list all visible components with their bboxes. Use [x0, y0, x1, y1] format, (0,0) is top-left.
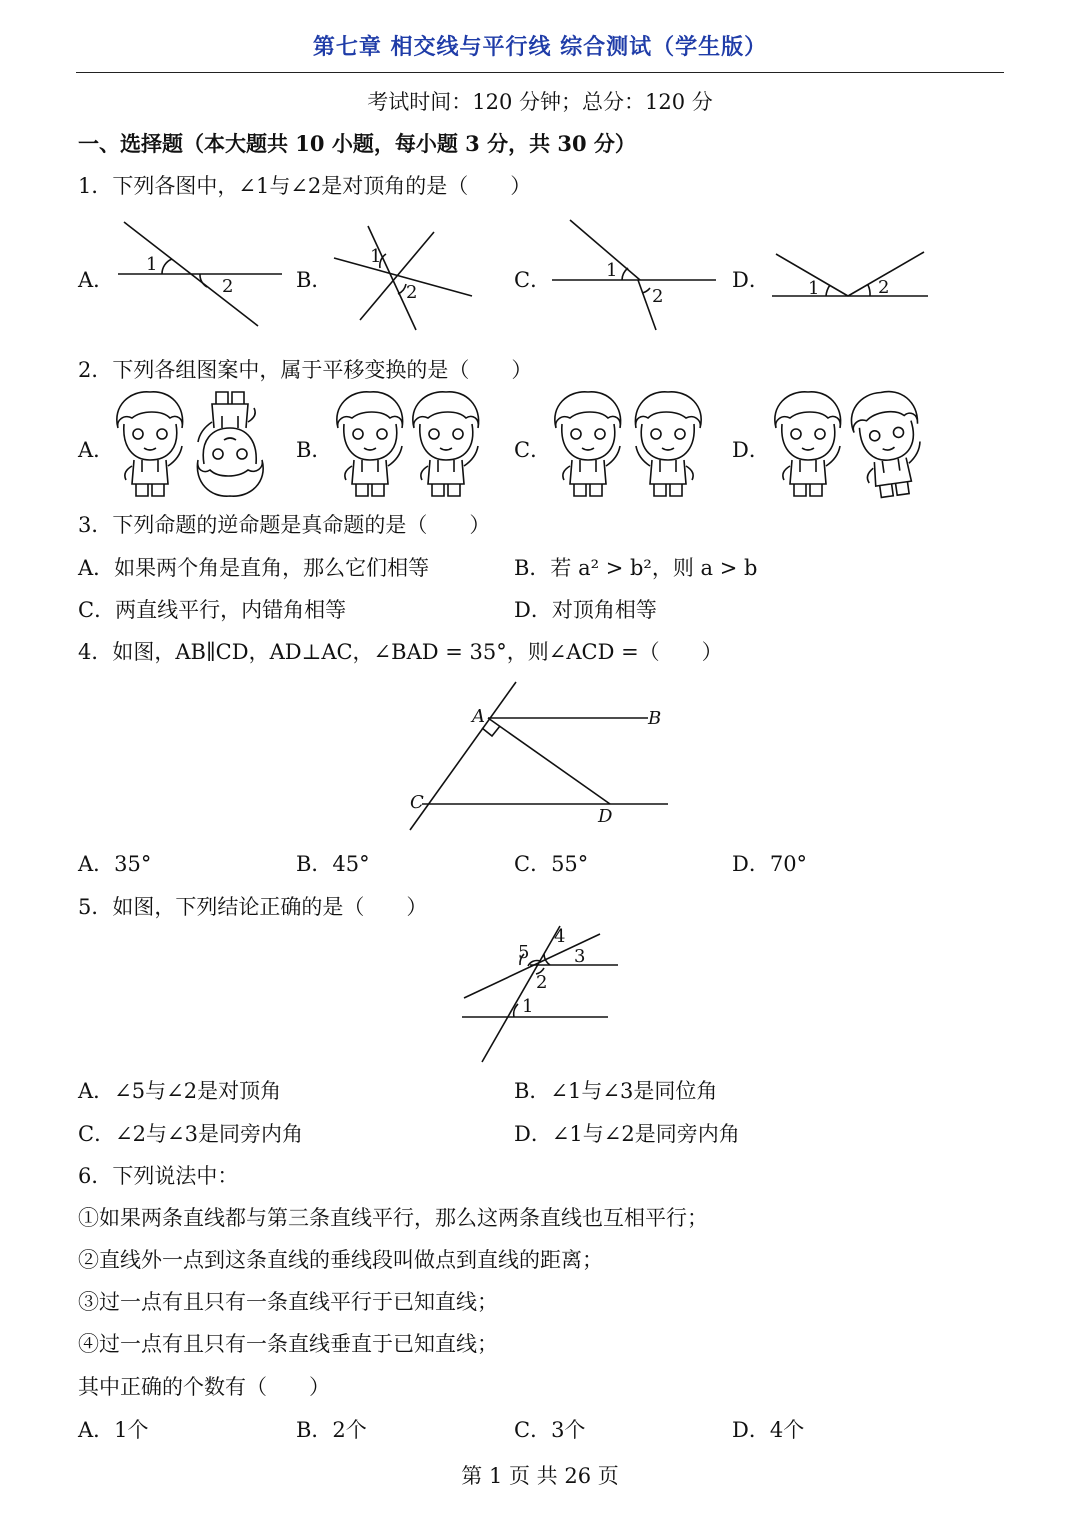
page-title: 第七章 相交线与平行线 综合测试（学生版）: [312, 34, 768, 60]
q1a-angle-2-label: 2: [222, 276, 234, 297]
q5-option-b: B．∠1与∠3是同位角: [514, 1079, 718, 1103]
q2-option-c: C．: [514, 438, 552, 462]
q1b-angle-2-label: 2: [406, 282, 418, 303]
q1-option-d: D．: [732, 268, 770, 292]
header-divider: [76, 72, 1004, 73]
q3-option-d: D．对顶角相等: [514, 598, 657, 622]
q4-point-a: A: [472, 706, 485, 727]
q6-option-a: A．1个: [78, 1418, 149, 1442]
q6-option-b: B．2个: [296, 1418, 367, 1442]
q4-point-d: D: [598, 806, 613, 827]
q6-statement-1: ①如果两条直线都与第三条直线平行，那么这两条直线也互相平行；: [78, 1206, 708, 1230]
question-5-stem: 5．如图，下列结论正确的是（ ）: [78, 895, 428, 919]
q3-option-b: B．若 a² > b²，则 a > b: [514, 556, 758, 580]
q5-angle-2-label: 2: [536, 972, 548, 993]
q6-option-d: D．4个: [732, 1418, 805, 1442]
q1c-angle-2-label: 2: [652, 286, 664, 307]
q1c-angle-1-label: 1: [606, 260, 618, 281]
q3-option-a: A．如果两个角是直角，那么它们相等: [78, 556, 430, 580]
q4-point-c: C: [410, 792, 424, 813]
q1-option-a: A．: [78, 268, 115, 292]
exam-info: 考试时间：120 分钟；总分：120 分: [367, 90, 713, 114]
q1b-angle-1-label: 1: [370, 246, 382, 267]
q6-statement-3: ③过一点有且只有一条直线平行于已知直线；: [78, 1290, 498, 1314]
q4-option-d: D．70°: [732, 852, 808, 876]
question-3-stem: 3．下列命题的逆命题是真命题的是（ ）: [78, 513, 491, 537]
q3-option-c: C．两直线平行，内错角相等: [78, 598, 347, 622]
q1a-angle-1-label: 1: [146, 254, 158, 275]
q6-statement-2: ②直线外一点到这条直线的垂线段叫做点到直线的距离；: [78, 1248, 603, 1272]
q5-angle-4-label: 4: [554, 926, 566, 947]
q5-angle-3-label: 3: [574, 946, 586, 967]
question-2-stem: 2．下列各组图案中，属于平移变换的是（ ）: [78, 358, 533, 382]
q5-option-d: D．∠1与∠2是同旁内角: [514, 1122, 740, 1146]
q2-option-a: A．: [78, 438, 115, 462]
q4-figure: [400, 676, 680, 836]
question-1-stem: 1．下列各图中，∠1与∠2是对顶角的是（ ）: [78, 174, 532, 198]
q2-option-d: D．: [732, 438, 770, 462]
q2-option-b: B．: [296, 438, 333, 462]
q4-option-b: B．45°: [296, 852, 370, 876]
q1-figure-c: [550, 218, 720, 330]
q2b-figure: [330, 388, 490, 500]
q5-angle-1-label: 1: [522, 996, 534, 1017]
q1-figure-b: [330, 218, 480, 330]
q5-figure: [460, 924, 620, 1064]
q1-option-c: C．: [514, 268, 552, 292]
q1-figure-a: [110, 218, 290, 330]
q1-option-b: B．: [296, 268, 333, 292]
q4-option-c: C．55°: [514, 852, 589, 876]
q1-figure-d: [770, 248, 930, 304]
q1d-angle-1-label: 1: [808, 278, 820, 299]
question-6-stem: 6．下列说法中：: [78, 1164, 239, 1188]
q5-option-c: C．∠2与∠3是同旁内角: [78, 1122, 303, 1146]
q5-angle-5-label: 5: [518, 942, 530, 963]
q2d-figure: [768, 388, 938, 500]
question-4-stem: 4．如图，AB∥CD，AD⊥AC，∠BAD = 35°，则∠ACD =（ ）: [78, 640, 723, 664]
page-number: 第 1 页 共 26 页: [461, 1464, 619, 1488]
q6-ask: 其中正确的个数有（ ）: [78, 1375, 330, 1399]
section-heading: 一、选择题（本大题共 10 小题，每小题 3 分，共 30 分）: [78, 131, 636, 156]
q1d-angle-2-label: 2: [878, 277, 890, 298]
q4-point-b: B: [648, 708, 662, 729]
q2a-figure: [110, 388, 280, 500]
q2c-figure: [548, 388, 718, 500]
q4-option-a: A．35°: [78, 852, 152, 876]
q6-statement-4: ④过一点有且只有一条直线垂直于已知直线；: [78, 1332, 498, 1356]
q6-option-c: C．3个: [514, 1418, 586, 1442]
q5-option-a: A．∠5与∠2是对顶角: [78, 1079, 282, 1103]
